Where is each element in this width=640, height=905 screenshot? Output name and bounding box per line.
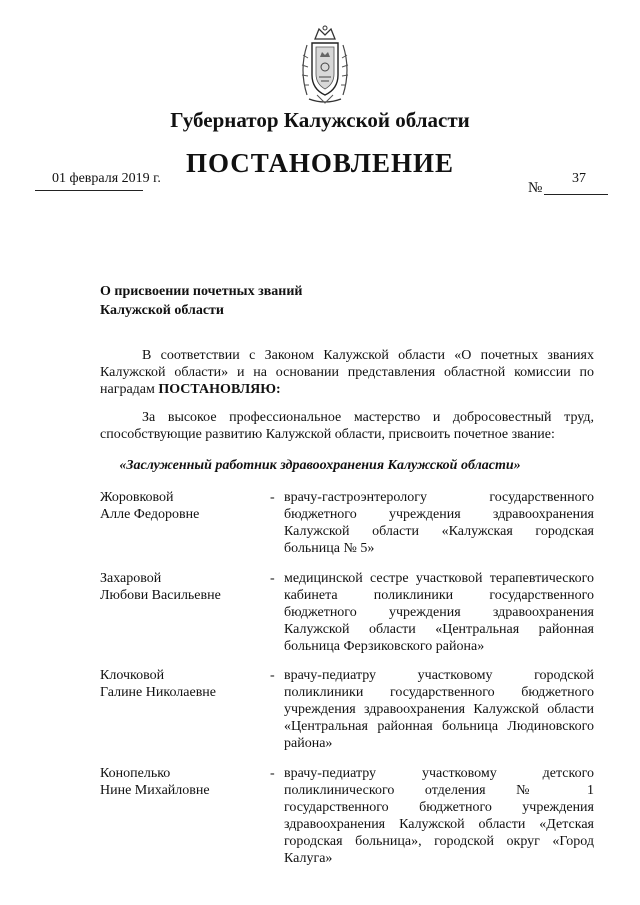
awardee-given-name: Алле Федоровне: [100, 507, 200, 522]
awardee-name: [100, 489, 268, 523]
awardee-surname: Клочковой: [100, 668, 165, 683]
preamble-text: В соответствии с Законом Калужской области «О почетных званиях Калужской области» и на основании представления областной комиссии по наградам: [100, 348, 594, 397]
awardee-name: [100, 765, 268, 799]
document-type: ПОСТАНОВЛЕНИЕ: [185, 148, 455, 178]
number-underline: [544, 194, 608, 195]
awardee-name: [100, 570, 268, 604]
date-underline: [35, 190, 143, 191]
awardee-position: врачу-педиатру участковому детского поликлинического отделения № 1 государственного бюджетного учреждения здравоохранения Калужской области «Детская городская больница», городской округ «Город Калуга»: [284, 766, 594, 866]
awardee-name: [100, 667, 268, 701]
subject-line-2: Калужской области: [100, 303, 224, 318]
document-date: 01 февраля 2019 г.: [52, 171, 161, 186]
awardee-given-name: Любови Васильевне: [100, 588, 221, 603]
awardee-surname: Захаровой: [100, 571, 162, 586]
award-paragraph: За высокое профессиональное мастерство и добросовестный труд, способствующие развитию Калужской области, присвоить почетное звание:: [100, 410, 594, 442]
document-number: 37: [572, 171, 586, 186]
entry-dash: -: [270, 490, 275, 505]
resolution-word: ПОСТАНОВЛЯЮ:: [158, 382, 281, 397]
awardee-position: медицинской сестре участковой терапевтического кабинета поликлиники государственного бюджетного учреждения здравоохранения Калужской области «Центральная районная больница Ферзиковского района»: [284, 571, 594, 654]
honorary-title: «Заслуженный работник здравоохранения Калужской области»: [119, 458, 521, 473]
awardee-surname: Жоровковой: [100, 490, 174, 505]
entry-dash: -: [270, 766, 275, 781]
awardee-surname: Конопелько: [100, 766, 171, 781]
number-sign: №: [528, 180, 543, 196]
awardee-position: врачу-гастроэнтерологу государственного бюджетного учреждения здравоохранения Калужской области «Калужская городская больница № 5»: [284, 490, 594, 556]
awardee-position: врачу-педиатру участковому городской поликлиники государственного бюджетного учреждения здравоохранения Калужской области «Центральная районная больница Людиновского района»: [284, 668, 594, 751]
coat-of-arms-emblem: [297, 25, 353, 107]
awardee-given-name: Нине Михайловне: [100, 783, 210, 798]
awardee-given-name: Галине Николаевне: [100, 685, 217, 700]
subject-line-1: О присвоении почетных званий: [100, 284, 303, 299]
document-subject: [100, 282, 302, 320]
entry-dash: -: [270, 668, 275, 683]
issuer-title: Губернатор Калужской области: [170, 108, 470, 132]
entry-dash: -: [270, 571, 275, 586]
preamble-paragraph: [100, 347, 594, 398]
